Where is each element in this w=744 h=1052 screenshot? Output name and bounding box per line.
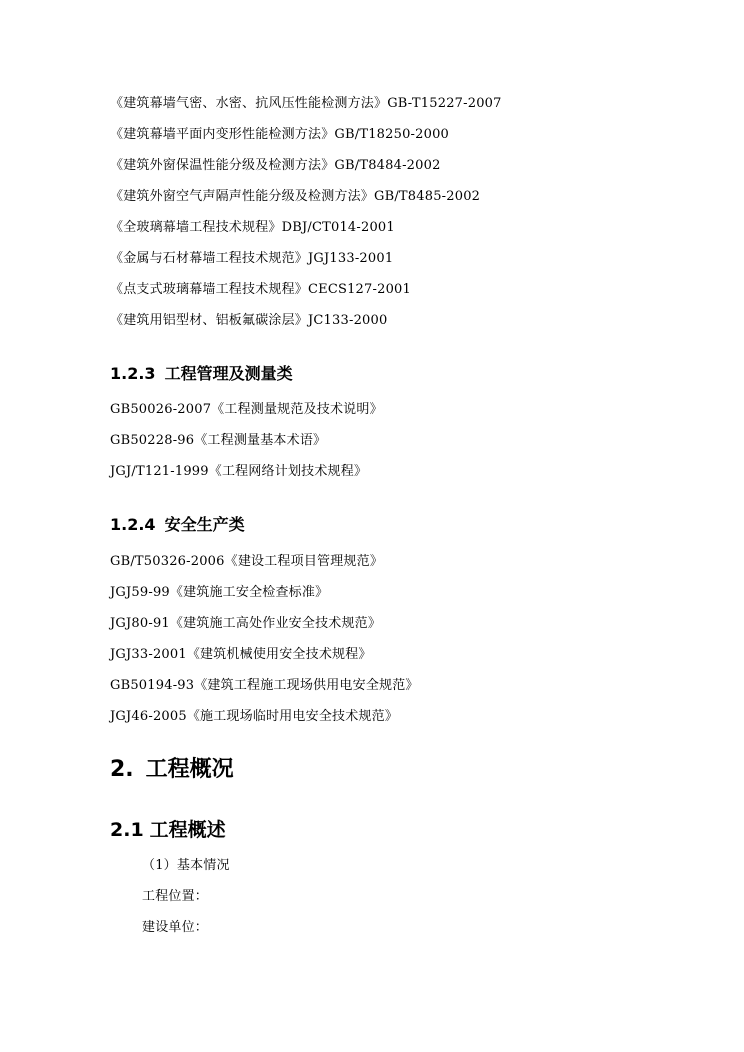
section-heading-1-2-4 xyxy=(110,515,245,535)
standard-item: 《金属与石材幕墙工程技术规范》JGJ133-2001 xyxy=(110,251,394,266)
subheading-basic-info: （1）基本情况 xyxy=(142,858,230,873)
standard-item: GB/T50326-2006《建设工程项目管理规范》 xyxy=(110,554,384,569)
standard-item: JGJ80-91《建筑施工高处作业安全技术规范》 xyxy=(110,616,382,631)
section-number: 2.1 xyxy=(110,819,144,841)
standard-item: 《建筑幕墙气密、水密、抗风压性能检测方法》GB-T15227-2007 xyxy=(110,96,502,111)
chapter-number: 2. xyxy=(110,757,134,782)
section-title: 工程概述 xyxy=(149,819,226,841)
standard-item: JGJ33-2001《建筑机械使用安全技术规程》 xyxy=(110,647,372,662)
section-number: 1.2.3 xyxy=(110,364,156,383)
section-number: 1.2.4 xyxy=(110,515,156,534)
chapter-heading-2 xyxy=(110,756,234,784)
standard-item: GB50194-93《建筑工程施工现场供用电安全规范》 xyxy=(110,678,419,693)
standard-item: 《建筑用铝型材、铝板氟碳涂层》JC133-2000 xyxy=(110,313,388,328)
standard-item: GB50228-96《工程测量基本术语》 xyxy=(110,433,327,448)
standard-item: 《建筑外窗空气声隔声性能分级及检测方法》GB/T8485-2002 xyxy=(110,189,481,204)
standard-item: GB50026-2007《工程测量规范及技术说明》 xyxy=(110,402,383,417)
field-label-construction-unit: 建设单位： xyxy=(142,920,209,935)
section-heading-1-2-3 xyxy=(110,364,293,384)
standard-item: JGJ46-2005《施工现场临时用电安全技术规范》 xyxy=(110,709,399,724)
standard-item: JGJ59-99《建筑施工安全检查标准》 xyxy=(110,585,329,600)
standard-item: JGJ/T121-1999《工程网络计划技术规程》 xyxy=(110,464,368,479)
standard-item: 《建筑幕墙平面内变形性能检测方法》GB/T18250-2000 xyxy=(110,127,450,142)
section-title: 安全生产类 xyxy=(164,515,245,534)
chapter-title: 工程概况 xyxy=(145,757,234,782)
standard-item: 《全玻璃幕墙工程技术规程》DBJ/CT014-2001 xyxy=(110,220,395,235)
section-heading-2-1 xyxy=(110,818,226,842)
field-label-project-location: 工程位置： xyxy=(142,889,209,904)
standard-item: 《点支式玻璃幕墙工程技术规程》CECS127-2001 xyxy=(110,282,411,297)
standard-item: 《建筑外窗保温性能分级及检测方法》GB/T8484-2002 xyxy=(110,158,441,173)
section-title: 工程管理及测量类 xyxy=(164,364,293,383)
